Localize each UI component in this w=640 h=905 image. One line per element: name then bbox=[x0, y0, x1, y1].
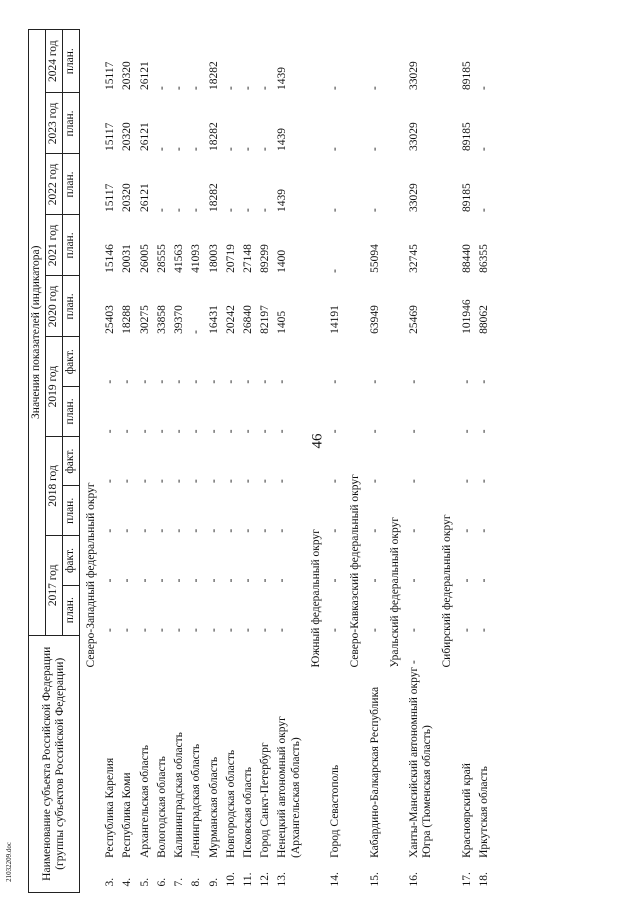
value-cell: - bbox=[329, 269, 342, 273]
subject-name: Город Санкт-Петербург bbox=[259, 742, 272, 858]
subject-name: Новгородская область bbox=[224, 749, 237, 858]
value-cell: 82197 bbox=[259, 305, 272, 334]
year-2017-header: 2017 год bbox=[46, 536, 63, 635]
value-cell: - bbox=[477, 578, 490, 583]
value-cell: - bbox=[138, 578, 151, 583]
value-cell: 86355 bbox=[477, 244, 490, 273]
table-row bbox=[274, 30, 304, 893]
value-cell: - bbox=[224, 147, 237, 151]
value-cell: - bbox=[368, 147, 381, 151]
value-cell: - bbox=[104, 628, 117, 633]
value-cell: 89185 bbox=[460, 183, 473, 212]
header-row-indicators bbox=[29, 30, 46, 893]
value-cell: - bbox=[276, 379, 289, 384]
value-cell: - bbox=[224, 628, 237, 633]
value-cell: 15146 bbox=[104, 244, 117, 273]
row-number: 3. bbox=[104, 877, 117, 887]
subject-name: Калининградская область bbox=[173, 732, 186, 858]
value-cell: - bbox=[407, 429, 420, 434]
value-cell: - bbox=[224, 379, 237, 384]
year-2020-header: 2020 год bbox=[46, 276, 63, 337]
value-cell: 89185 bbox=[460, 122, 473, 151]
subject-column-header: Наименование субъекта Российской Федерации (группы субъектов Российской Федерации) bbox=[29, 635, 80, 892]
value-cell: - bbox=[329, 479, 342, 483]
value-cell: 20242 bbox=[224, 305, 237, 334]
value-cell: - bbox=[224, 429, 237, 434]
row-number: 18. bbox=[477, 872, 490, 887]
row-number: 4. bbox=[121, 877, 134, 887]
subject-name: Ненецкий автономный округ (Архангельская область) bbox=[276, 716, 302, 858]
value-cell: - bbox=[407, 578, 420, 583]
value-cell: - bbox=[138, 628, 151, 633]
value-cell: - bbox=[368, 479, 381, 483]
value-cell: - bbox=[138, 479, 151, 483]
value-cell: 63949 bbox=[368, 305, 381, 334]
value-cell: - bbox=[276, 479, 289, 483]
value-cell: 32745 bbox=[407, 244, 420, 273]
plan-header: план. bbox=[63, 585, 80, 635]
value-cell: - bbox=[104, 379, 117, 384]
row-number: 5. bbox=[138, 877, 151, 887]
value-cell: - bbox=[276, 528, 289, 533]
indicators-header: Значения показателей (индикатора) bbox=[29, 30, 46, 636]
table-row bbox=[154, 30, 171, 893]
value-cell: 18003 bbox=[207, 244, 220, 273]
value-cell: - bbox=[259, 208, 272, 212]
value-cell: - bbox=[173, 379, 186, 384]
value-cell: - bbox=[259, 147, 272, 151]
value-cell: - bbox=[329, 147, 342, 151]
value-cell: - bbox=[329, 578, 342, 583]
section-row bbox=[305, 30, 327, 893]
value-cell: - bbox=[241, 379, 254, 384]
subject-name: Кабардино-Балкарская Республика bbox=[368, 686, 381, 858]
subject-name: Красноярский край bbox=[460, 763, 473, 858]
row-number: 16. bbox=[407, 872, 420, 887]
value-cell: - bbox=[407, 628, 420, 633]
value-cell: - bbox=[224, 208, 237, 212]
row-number: 7. bbox=[173, 877, 186, 887]
value-cell: - bbox=[190, 578, 203, 583]
subject-name: Архангельская область bbox=[138, 745, 151, 858]
value-cell: - bbox=[173, 147, 186, 151]
value-cell: - bbox=[276, 578, 289, 583]
plan-header: план. bbox=[63, 387, 80, 437]
value-cell: - bbox=[477, 479, 490, 483]
value-cell: - bbox=[368, 86, 381, 90]
value-cell: 15117 bbox=[104, 61, 117, 90]
value-cell: - bbox=[460, 528, 473, 533]
table-row bbox=[206, 30, 223, 893]
value-cell: - bbox=[155, 86, 168, 90]
value-cell: - bbox=[207, 479, 220, 483]
section-title-siberia: Сибирский федеральный округ bbox=[441, 514, 454, 668]
value-cell: - bbox=[477, 147, 490, 151]
plan-header: план. bbox=[63, 30, 80, 93]
value-cell: - bbox=[329, 429, 342, 434]
value-cell: 18282 bbox=[207, 61, 220, 90]
value-cell: 88062 bbox=[477, 305, 490, 334]
subject-name: Вологодская область bbox=[155, 756, 168, 858]
plan-header: план. bbox=[63, 93, 80, 154]
value-cell: - bbox=[407, 528, 420, 533]
table-row bbox=[171, 30, 188, 893]
value-cell: - bbox=[155, 628, 168, 633]
fact-header: факт. bbox=[63, 436, 80, 486]
value-cell: - bbox=[241, 628, 254, 633]
value-cell: 39370 bbox=[173, 305, 186, 334]
value-cell: - bbox=[173, 208, 186, 212]
value-cell: 89185 bbox=[460, 61, 473, 90]
value-cell: 18282 bbox=[207, 183, 220, 212]
value-cell: - bbox=[224, 578, 237, 583]
value-cell: - bbox=[207, 379, 220, 384]
value-cell: - bbox=[477, 429, 490, 434]
value-cell: - bbox=[121, 429, 134, 434]
value-cell: - bbox=[329, 208, 342, 212]
table-row bbox=[188, 30, 205, 893]
plan-header: план. bbox=[63, 154, 80, 215]
row-number: 8. bbox=[190, 877, 203, 887]
value-cell: 41093 bbox=[190, 244, 203, 273]
page-number: 46 bbox=[309, 433, 326, 449]
table-row bbox=[102, 30, 119, 893]
value-cell: 26121 bbox=[138, 122, 151, 151]
value-cell: - bbox=[155, 578, 168, 583]
year-2023-header: 2023 год bbox=[46, 93, 63, 154]
indicators-table bbox=[28, 29, 493, 893]
row-number: 11. bbox=[241, 872, 254, 887]
value-cell: - bbox=[173, 578, 186, 583]
value-cell: - bbox=[477, 86, 490, 90]
row-number: 6. bbox=[155, 877, 168, 887]
value-cell: - bbox=[190, 628, 203, 633]
value-cell: - bbox=[190, 86, 203, 90]
section-title-south: Южный федеральный округ bbox=[309, 529, 322, 668]
value-cell: - bbox=[173, 86, 186, 90]
value-cell: - bbox=[241, 147, 254, 151]
value-cell: - bbox=[207, 628, 220, 633]
fact-header: факт. bbox=[63, 337, 80, 387]
value-cell: - bbox=[224, 528, 237, 533]
value-cell: - bbox=[155, 528, 168, 533]
value-cell: 26840 bbox=[241, 305, 254, 334]
table-row bbox=[257, 30, 274, 893]
value-cell: - bbox=[241, 208, 254, 212]
value-cell: - bbox=[138, 528, 151, 533]
value-cell: 33858 bbox=[155, 305, 168, 334]
value-cell: - bbox=[368, 628, 381, 633]
value-cell: - bbox=[477, 208, 490, 212]
value-cell: - bbox=[190, 147, 203, 151]
value-cell: 1439 bbox=[276, 66, 289, 90]
row-number: 9. bbox=[207, 877, 220, 887]
value-cell: - bbox=[155, 429, 168, 434]
value-cell: 1439 bbox=[276, 188, 289, 212]
value-cell: - bbox=[368, 208, 381, 212]
value-cell: - bbox=[190, 479, 203, 483]
row-number: 17. bbox=[460, 872, 473, 887]
rotated-table-container bbox=[28, 29, 620, 893]
table-row bbox=[367, 30, 384, 893]
value-cell: 101946 bbox=[460, 299, 473, 334]
row-number: 15. bbox=[368, 872, 381, 887]
value-cell: - bbox=[104, 479, 117, 483]
value-cell: - bbox=[224, 479, 237, 483]
value-cell: 28555 bbox=[155, 244, 168, 273]
section-row bbox=[344, 30, 366, 893]
section-row bbox=[80, 30, 103, 893]
row-number: 14. bbox=[329, 872, 342, 887]
value-cell: - bbox=[259, 86, 272, 90]
subject-name: Ленинградская область bbox=[190, 743, 203, 858]
value-cell: 33029 bbox=[407, 122, 420, 151]
value-cell: - bbox=[477, 528, 490, 533]
value-cell: - bbox=[329, 86, 342, 90]
value-cell: 33029 bbox=[407, 183, 420, 212]
value-cell: 26121 bbox=[138, 61, 151, 90]
value-cell: 20320 bbox=[121, 61, 134, 90]
plan-header: план. bbox=[63, 486, 80, 536]
value-cell: - bbox=[259, 528, 272, 533]
value-cell: - bbox=[190, 528, 203, 533]
document-code: 21032209.doc bbox=[5, 842, 13, 882]
value-cell: - bbox=[259, 379, 272, 384]
year-2021-header: 2021 год bbox=[46, 215, 63, 276]
section-title-northwest: Северо-Западный федеральный округ bbox=[85, 482, 97, 668]
value-cell: - bbox=[104, 528, 117, 533]
value-cell: - bbox=[460, 479, 473, 483]
value-cell: - bbox=[477, 628, 490, 633]
value-cell: - bbox=[259, 578, 272, 583]
table-row bbox=[137, 30, 154, 893]
value-cell: - bbox=[155, 208, 168, 212]
value-cell: 89299 bbox=[259, 244, 272, 273]
value-cell: 15117 bbox=[104, 122, 117, 151]
section-row bbox=[384, 30, 406, 893]
value-cell: - bbox=[121, 628, 134, 633]
table-row bbox=[240, 30, 257, 893]
value-cell: - bbox=[407, 479, 420, 483]
value-cell: - bbox=[138, 429, 151, 434]
subject-name: Республика Карелия bbox=[104, 757, 117, 858]
value-cell: 1439 bbox=[276, 127, 289, 151]
value-cell: - bbox=[121, 379, 134, 384]
subject-name: Псковская область bbox=[241, 767, 254, 858]
table-row bbox=[476, 30, 493, 893]
value-cell: - bbox=[276, 628, 289, 633]
value-cell: - bbox=[259, 628, 272, 633]
value-cell: - bbox=[173, 528, 186, 533]
row-number: 13. bbox=[276, 872, 289, 887]
value-cell: - bbox=[173, 429, 186, 434]
value-cell: - bbox=[207, 578, 220, 583]
value-cell: - bbox=[190, 379, 203, 384]
value-cell: - bbox=[368, 379, 381, 384]
section-title-ural: Уральский федеральный округ bbox=[388, 516, 401, 668]
value-cell: 41563 bbox=[173, 244, 186, 273]
value-cell: 25403 bbox=[104, 305, 117, 334]
value-cell: - bbox=[460, 578, 473, 583]
value-cell: 20719 bbox=[224, 244, 237, 273]
year-2019-header: 2019 год bbox=[46, 337, 63, 436]
value-cell: - bbox=[104, 578, 117, 583]
value-cell: - bbox=[368, 578, 381, 583]
value-cell: 15117 bbox=[104, 183, 117, 212]
value-cell: 33029 bbox=[407, 61, 420, 90]
value-cell: - bbox=[155, 379, 168, 384]
value-cell: 1400 bbox=[276, 249, 289, 273]
value-cell: - bbox=[190, 208, 203, 212]
section-title-north-caucasus: Северо-Кавказский федеральный округ bbox=[349, 474, 362, 668]
value-cell: - bbox=[190, 429, 203, 434]
value-cell: - bbox=[259, 429, 272, 434]
value-cell: 1405 bbox=[276, 310, 289, 334]
value-cell: - bbox=[329, 379, 342, 384]
value-cell: 18288 bbox=[121, 305, 134, 334]
value-cell: - bbox=[121, 528, 134, 533]
value-cell: - bbox=[368, 429, 381, 434]
value-cell: - bbox=[241, 479, 254, 483]
table-row bbox=[327, 30, 344, 893]
row-number: 10. bbox=[224, 872, 237, 887]
value-cell: - bbox=[407, 379, 420, 384]
year-2024-header: 2024 год bbox=[46, 30, 63, 93]
year-2022-header: 2022 год bbox=[46, 154, 63, 215]
value-cell: 26121 bbox=[138, 183, 151, 212]
value-cell: - bbox=[207, 429, 220, 434]
row-number: 12. bbox=[259, 872, 272, 887]
value-cell: - bbox=[224, 86, 237, 90]
value-cell: - bbox=[121, 479, 134, 483]
table-row bbox=[459, 30, 476, 893]
subject-name: Город Севастополь bbox=[329, 764, 342, 858]
value-cell: - bbox=[259, 479, 272, 483]
value-cell: 30275 bbox=[138, 305, 151, 334]
value-cell: - bbox=[207, 528, 220, 533]
value-cell: - bbox=[460, 379, 473, 384]
value-cell: 26005 bbox=[138, 244, 151, 273]
section-row bbox=[436, 30, 458, 893]
value-cell: - bbox=[460, 628, 473, 633]
table-row bbox=[223, 30, 240, 893]
value-cell: - bbox=[241, 86, 254, 90]
value-cell: - bbox=[329, 528, 342, 533]
value-cell: - bbox=[460, 429, 473, 434]
year-2018-header: 2018 год bbox=[46, 436, 63, 535]
value-cell: 55094 bbox=[368, 244, 381, 273]
subject-name: Иркутская область bbox=[477, 766, 490, 858]
value-cell: 20031 bbox=[121, 244, 134, 273]
value-cell: 25469 bbox=[407, 305, 420, 334]
value-cell: - bbox=[329, 628, 342, 633]
plan-header: план. bbox=[63, 276, 80, 337]
table-row bbox=[119, 30, 136, 893]
plan-header: план. bbox=[63, 215, 80, 276]
value-cell: 14191 bbox=[329, 305, 342, 334]
value-cell: - bbox=[241, 528, 254, 533]
subject-name: Республика Коми bbox=[121, 772, 134, 858]
value-cell: - bbox=[368, 528, 381, 533]
value-cell: - bbox=[138, 379, 151, 384]
value-cell: - bbox=[173, 479, 186, 483]
subject-name: Мурманская область bbox=[207, 756, 220, 858]
value-cell: 27148 bbox=[241, 244, 254, 273]
value-cell: - bbox=[241, 429, 254, 434]
value-cell: - bbox=[155, 147, 168, 151]
value-cell: - bbox=[104, 429, 117, 434]
value-cell: 20320 bbox=[121, 122, 134, 151]
value-cell: - bbox=[241, 578, 254, 583]
value-cell: 20320 bbox=[121, 183, 134, 212]
value-cell: - bbox=[190, 330, 203, 334]
fact-header: факт. bbox=[63, 536, 80, 586]
value-cell: - bbox=[276, 429, 289, 434]
subject-name: Ханты-Мансийский автономный округ - Югра (Тюменская область) bbox=[407, 660, 434, 858]
table-row bbox=[406, 30, 436, 893]
value-cell: - bbox=[121, 578, 134, 583]
value-cell: - bbox=[173, 628, 186, 633]
value-cell: 16431 bbox=[207, 305, 220, 334]
value-cell: - bbox=[477, 379, 490, 384]
value-cell: 18282 bbox=[207, 122, 220, 151]
value-cell: 88440 bbox=[460, 244, 473, 273]
value-cell: - bbox=[155, 479, 168, 483]
